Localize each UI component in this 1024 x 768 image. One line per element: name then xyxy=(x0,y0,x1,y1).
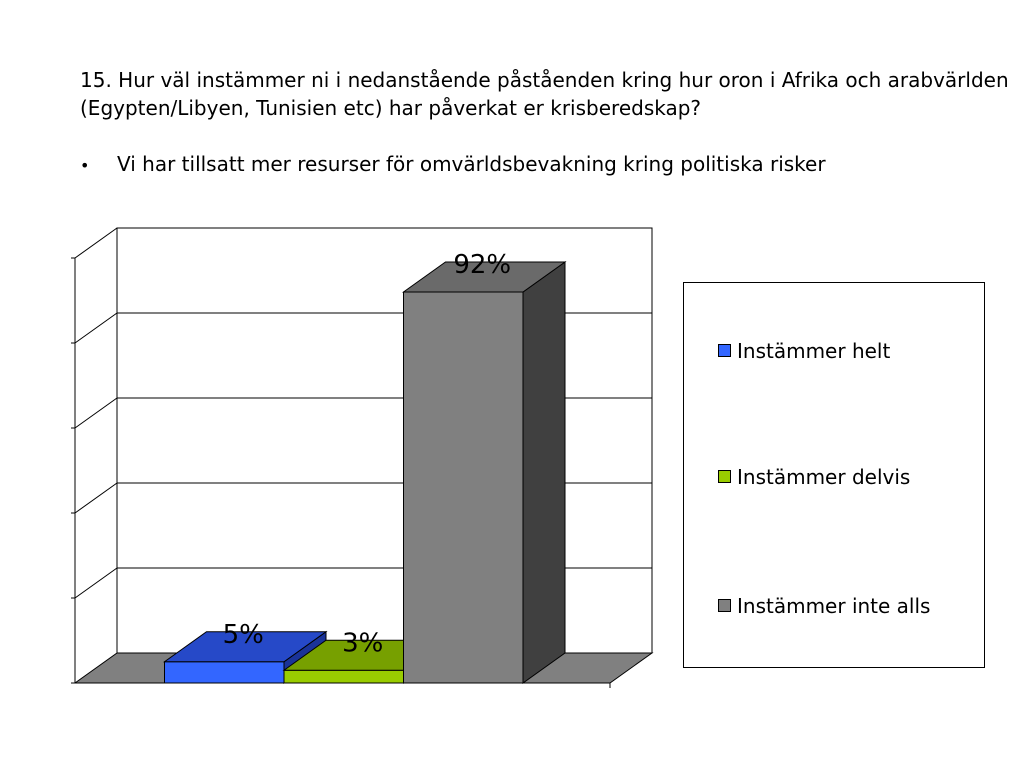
legend-item-instammer-delvis xyxy=(718,465,910,489)
data-label-inst-mmer-helt: 5% xyxy=(222,619,264,650)
side-wall-gridline xyxy=(75,228,117,258)
bar-front-inst-mmer-helt xyxy=(165,662,285,683)
legend-label: Instämmer delvis xyxy=(737,465,911,489)
bar-front-inst-mmer-delvis xyxy=(284,670,404,683)
legend-swatch xyxy=(718,599,731,612)
chart-legend xyxy=(683,282,985,668)
bullet-symbol: • xyxy=(80,156,90,175)
slide-title: 15. Hur väl instämmer ni i nedanstående påståenden kring hur oron i Afrika och arabvärlden (Egypten/Libyen, Tunisien etc) har påverkat er krisberedskap? xyxy=(80,68,1009,120)
data-label-inst-mmer-inte-alls: 92% xyxy=(453,250,512,280)
legend-label: Instämmer helt xyxy=(737,339,891,363)
bullet-text: Vi har tillsatt mer resurser för omvärldsbevakning kring politiska risker xyxy=(117,152,826,176)
side-wall-gridline xyxy=(75,568,117,598)
legend-swatch xyxy=(718,470,731,483)
legend-label: Instämmer inte alls xyxy=(737,594,931,618)
side-wall-gridline xyxy=(75,313,117,343)
chart-back-wall xyxy=(117,228,652,653)
bar-front-inst-mmer-inte-alls xyxy=(404,292,524,683)
side-wall-gridline xyxy=(75,398,117,428)
legend-item-instammer-inte-alls xyxy=(718,594,930,618)
legend-item-instammer-helt xyxy=(718,339,890,363)
data-label-inst-mmer-delvis: 3% xyxy=(342,628,384,659)
legend-swatch xyxy=(718,344,731,357)
side-wall-gridline xyxy=(75,483,117,513)
bar-side-inst-mmer-inte-alls xyxy=(523,262,565,683)
